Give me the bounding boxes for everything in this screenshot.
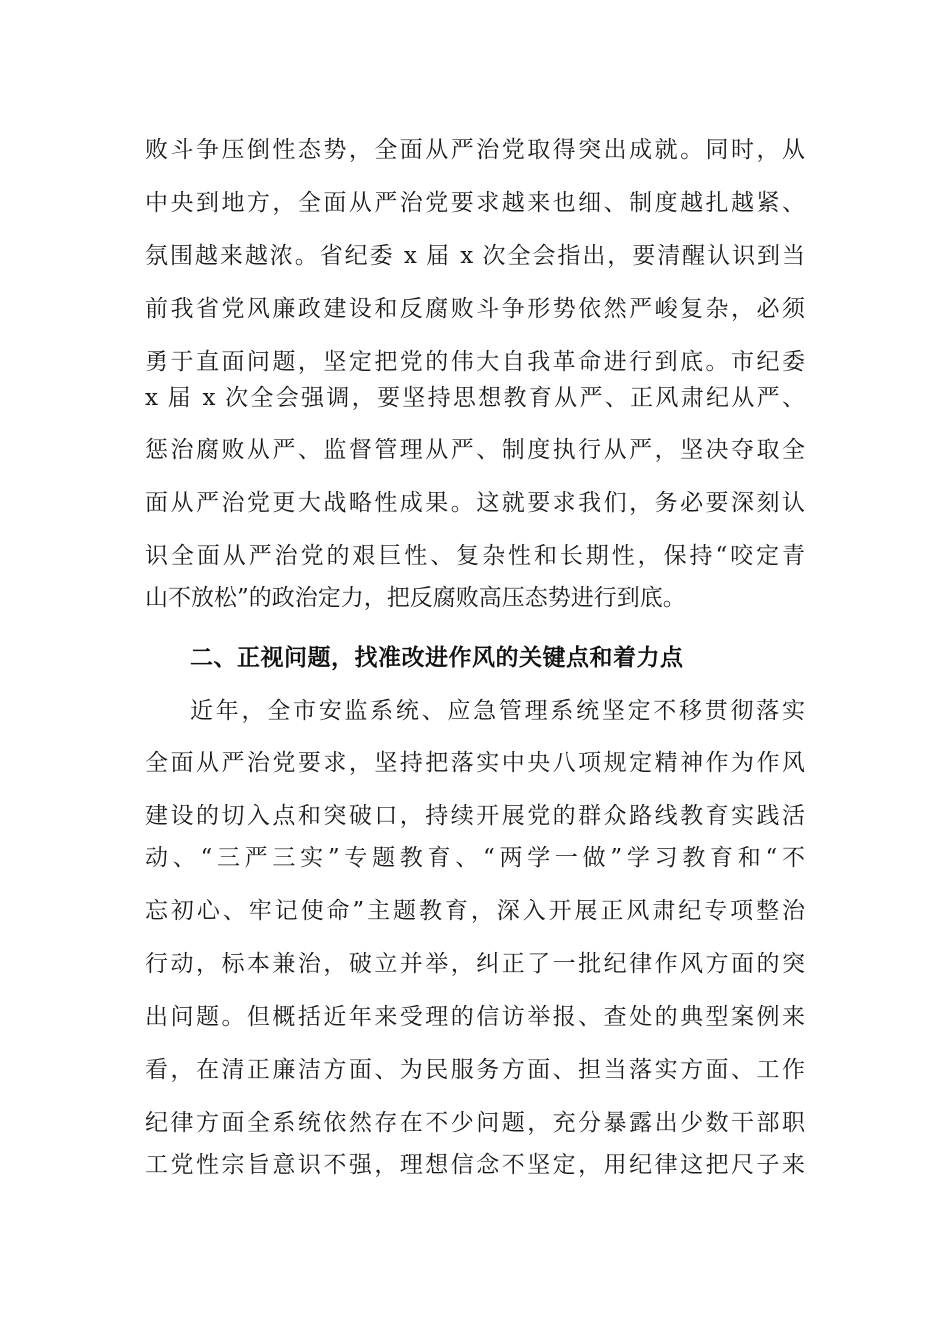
- paragraph1-line-10: 山不放松”的政治定力，把反腐败高压态势进行到底。: [145, 585, 686, 611]
- paragraph1-line-6: x 届 x 次全会强调，要坚持思想教育从严、正风肃纪从严、: [145, 385, 805, 411]
- section-heading: 二、正视问题，找准改进作风的关键点和着力点: [190, 645, 684, 671]
- paragraph2-line-9: 纪律方面全系统依然存在不少问题，充分暴露出少数干部职: [145, 1110, 805, 1136]
- paragraph2-line-3: 建设的切入点和突破口，持续开展党的群众路线教育实践活: [145, 803, 805, 829]
- paragraph1-line-8: 面从严治党更大战略性成果。这就要求我们，务必要深刻认: [145, 490, 805, 516]
- paragraph2-line-5: 忘初心、牢记使命”主题教育，深入开展正风肃纪专项整治: [145, 898, 805, 924]
- paragraph2-line-10: 工党性宗旨意识不强，理想信念不坚定，用纪律这把尺子来: [145, 1152, 805, 1178]
- paragraph1-line-4: 前我省党风廉政建设和反腐败斗争形势依然严峻复杂，必须: [145, 296, 805, 322]
- paragraph2-line-8: 看，在清正廉洁方面、为民服务方面、担当落实方面、工作: [145, 1057, 805, 1083]
- paragraph1-line-5: 勇于直面问题，坚定把党的伟大自我革命进行到底。市纪委: [145, 349, 805, 375]
- paragraph2-line-7: 出问题。但概括近年来受理的信访举报、查处的典型案例来: [145, 1004, 805, 1030]
- paragraph2-line-6: 行动，标本兼治，破立并举，纠正了一批纪律作风方面的突: [145, 951, 805, 977]
- paragraph2-line-2: 全面从严治党要求，坚持把落实中央八项规定精神作为作风: [145, 750, 805, 776]
- paragraph2-line-1: 近年，全市安监系统、应急管理系统坚定不移贯彻落实: [190, 698, 805, 724]
- paragraph1-line-2: 中央到地方，全面从严治党要求越来也细、制度越扎越紧、: [145, 190, 805, 216]
- paragraph2-line-4: 动、“三严三实”专题教育、“两学一做”学习教育和“不: [145, 845, 805, 871]
- paragraph1-line-1: 败斗争压倒性态势，全面从严治党取得突出成就。同时，从: [145, 137, 805, 163]
- paragraph1-line-7: 惩治腐败从严、监督管理从严、制度执行从严，坚决夺取全: [145, 437, 805, 463]
- paragraph1-line-3: 氛围越来越浓。省纪委 x 届 x 次全会指出，要清醒认识到当: [145, 243, 805, 269]
- paragraph1-line-9: 识全面从严治党的艰巨性、复杂性和长期性，保持“咬定青: [145, 543, 805, 569]
